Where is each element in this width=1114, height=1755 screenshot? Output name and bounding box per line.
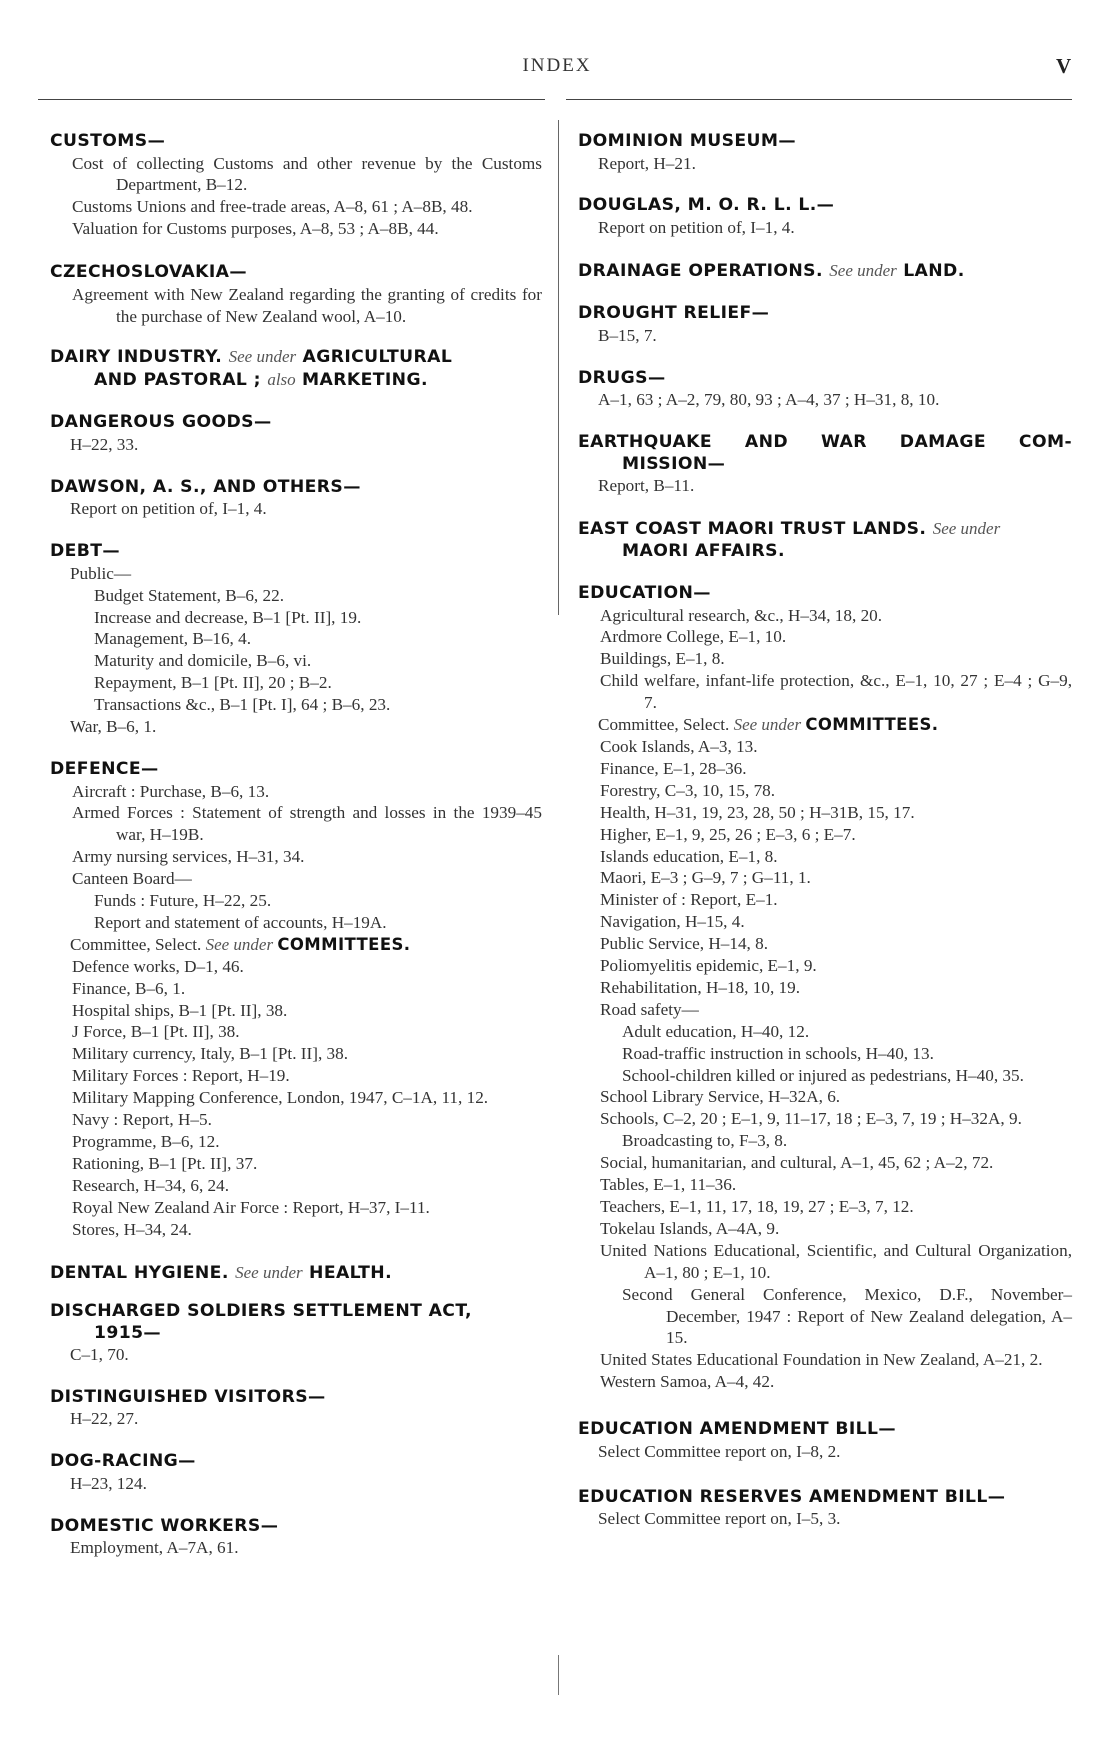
entry-line: Army nursing services, H–31, 34. — [72, 847, 305, 867]
entry-line: Committee, Select. See under COMMITTEES. — [70, 934, 411, 954]
running-title: INDEX — [522, 55, 592, 76]
entry-heading: DEBT— — [50, 541, 121, 562]
entry-line: Report on petition of, I–1, 4. — [70, 499, 267, 519]
entry-line: Finance, E–1, 28–36. — [600, 758, 747, 778]
index-entry-dental-hygiene — [50, 1262, 542, 1285]
entry-heading: DISTINGUISHED VISITORS— — [50, 1386, 326, 1407]
index-entry-education — [578, 583, 1072, 1393]
entry-line: Higher, E–1, 9, 25, 26 ; E–3, 6 ; E–7. — [600, 824, 856, 844]
entry-line: Hospital ships, B–1 [Pt. II], 38. — [72, 1000, 288, 1020]
entry-line: Increase and decrease, B–1 [Pt. II], 19. — [94, 607, 362, 627]
index-entry-drainage — [578, 260, 1072, 283]
entry-line: Cost of collecting Customs and other revenue by the Customs Department, B–12. — [72, 153, 542, 195]
index-entry-dominion-museum — [578, 131, 1072, 174]
entry-heading: EDUCATION— — [578, 583, 711, 604]
entry-line: Minister of : Report, E–1. — [600, 890, 778, 910]
index-entry-education-amendment — [578, 1419, 1072, 1462]
entry-line: Public— — [70, 563, 132, 583]
entry-line: War, B–6, 1. — [70, 717, 157, 737]
entry-line: Report, B–11. — [598, 476, 695, 496]
entry-line: Select Committee report on, I–8, 2. — [598, 1441, 841, 1461]
entry-line: Canteen Board— — [72, 869, 192, 889]
entry-heading: DRUGS— — [578, 367, 666, 388]
entry-heading: EAST COAST MAORI TRUST LANDS. See under MAORI AFFAIRS. — [578, 519, 1001, 561]
entry-line: School Library Service, H–32A, 6. — [600, 1087, 841, 1107]
entry-line: Forestry, C–3, 10, 15, 78. — [600, 780, 776, 800]
index-entry-education-reserves — [578, 1487, 1072, 1530]
index-entry-discharged-soldiers — [50, 1301, 542, 1366]
index-entry-debt — [50, 541, 542, 738]
index-entry-czechoslovakia — [50, 262, 542, 327]
entry-heading: CZECHOSLOVAKIA— — [50, 262, 247, 283]
entry-line: United Nations Educational, Scientific, and Cultural Organization, A–1, 80 ; E–1, 10. — [600, 1240, 1072, 1282]
entry-line: Defence works, D–1, 46. — [72, 956, 244, 976]
entry-line: Military Mapping Conference, London, 1947, C–1A, 11, 12. — [72, 1088, 489, 1108]
index-entry-drought-relief — [578, 303, 1072, 346]
entry-line: Social, humanitarian, and cultural, A–1, 45, 62 ; A–2, 72. — [600, 1153, 994, 1173]
entry-line: Report and statement of accounts, H–19A. — [94, 912, 387, 932]
entry-line: Schools, C–2, 20 ; E–1, 9, 11–17, 18 ; E–3, 7, 19 ; H–32A, 9. — [600, 1109, 1022, 1129]
entry-heading: DISCHARGED SOLDIERS SETTLEMENT ACT, 1915— — [50, 1301, 472, 1343]
index-entry-customs — [50, 131, 542, 240]
entry-heading: DOMINION MUSEUM— — [578, 131, 796, 151]
index-entry-dawson — [50, 477, 542, 520]
entry-line: H–22, 27. — [70, 1409, 139, 1429]
entry-line: Broadcasting to, F–3, 8. — [622, 1131, 788, 1151]
entry-line: Child welfare, infant-life protection, &c., E–1, 10, 27 ; E–4 ; G–9, 7. — [600, 671, 1072, 713]
entry-line: United States Educational Foundation in New Zealand, A–21, 2. — [600, 1350, 1043, 1370]
column-divider-bottom — [558, 1655, 559, 1695]
entry-line: Rehabilitation, H–18, 10, 19. — [600, 977, 801, 997]
entry-line: Valuation for Customs purposes, A–8, 53 ; A–8B, 44. — [72, 219, 439, 239]
entry-line: Ardmore College, E–1, 10. — [600, 627, 787, 647]
see-under-ref: See under — [235, 1262, 303, 1282]
header-rule-left — [38, 99, 545, 100]
entry-line: Armed Forces : Statement of strength and losses in the 1939–45 war, H–19B. — [72, 803, 542, 845]
left-column — [50, 131, 542, 1559]
entry-line: Maori, E–3 ; G–9, 7 ; G–11, 1. — [600, 868, 811, 888]
entry-line: H–23, 124. — [70, 1473, 147, 1493]
entry-heading: DROUGHT RELIEF— — [578, 303, 770, 324]
entry-line: Management, B–16, 4. — [94, 629, 252, 649]
entry-line: Road safety— — [600, 999, 699, 1019]
entry-line: Rationing, B–1 [Pt. II], 37. — [72, 1153, 258, 1173]
entry-heading: DAWSON, A. S., AND OTHERS— — [50, 476, 361, 497]
entry-line: Research, H–34, 6, 24. — [72, 1175, 230, 1195]
entry-line: Committee, Select. See under COMMITTEES. — [598, 715, 939, 735]
entry-line: Funds : Future, H–22, 25. — [94, 891, 272, 911]
entry-line: Aircraft : Purchase, B–6, 13. — [72, 781, 270, 801]
entry-line: B–15, 7. — [598, 325, 657, 345]
entry-heading: DANGEROUS GOODS— — [50, 412, 272, 433]
entry-line: Finance, B–6, 1. — [72, 978, 186, 998]
entry-heading: DOUGLAS, M. O. R. L. L.— — [578, 195, 835, 216]
right-column — [578, 131, 1072, 1530]
entry-line: Customs Unions and free-trade areas, A–8, 61 ; A–8B, 48. — [72, 197, 473, 217]
see-under-ref: See under — [228, 347, 297, 367]
entry-line: Agreement with New Zealand regarding the granting of credits for the purchase of New Zealand wool, A–10. — [72, 284, 542, 326]
entry-line: Navigation, H–15, 4. — [600, 912, 745, 932]
entry-line: Islands education, E–1, 8. — [600, 846, 778, 866]
entry-heading: DEFENCE— — [50, 759, 159, 779]
entry-line: Road-traffic instruction in schools, H–40, 13. — [622, 1043, 934, 1063]
entry-line: Report, H–21. — [598, 153, 696, 173]
entry-line: Military Forces : Report, H–19. — [72, 1066, 290, 1086]
entry-line: Report on petition of, I–1, 4. — [598, 217, 795, 237]
entry-heading: CUSTOMS— — [50, 131, 166, 151]
entry-line: Buildings, E–1, 8. — [600, 649, 725, 669]
entry-line: Transactions &c., B–1 [Pt. I], 64 ; B–6, 23. — [94, 695, 391, 715]
entry-line: Tokelau Islands, A–4A, 9. — [600, 1218, 780, 1238]
header-rule-right — [566, 99, 1072, 100]
index-entry-defence — [50, 759, 542, 1241]
entry-line: Repayment, B–1 [Pt. II], 20 ; B–2. — [94, 673, 332, 693]
entry-heading: DOG-RACING— — [50, 1451, 196, 1472]
see-under-ref: See under — [932, 519, 1001, 539]
entry-line: Western Samoa, A–4, 42. — [600, 1372, 775, 1392]
entry-heading: DENTAL HYGIENE. See under HEALTH. — [50, 1262, 393, 1283]
entry-line: Select Committee report on, I–5, 3. — [598, 1509, 841, 1529]
entry-line: Employment, A–7A, 61. — [70, 1538, 239, 1558]
entry-line: School-children killed or injured as pedestrians, H–40, 35. — [622, 1065, 1024, 1085]
entry-line: Budget Statement, B–6, 22. — [94, 585, 285, 605]
entry-line: Second General Conference, Mexico, D.F., November–December, 1947 : Report of New Zealand delegation, A–15. — [622, 1284, 1072, 1348]
entry-line: Public Service, H–14, 8. — [600, 934, 769, 954]
index-entry-dairy-industry — [50, 346, 542, 391]
entry-heading: DOMESTIC WORKERS— — [50, 1515, 279, 1536]
index-entry-east-coast — [578, 518, 1072, 562]
entry-line: A–1, 63 ; A–2, 79, 80, 93 ; A–4, 37 ; H–31, 8, 10. — [598, 390, 940, 410]
entry-line: Adult education, H–40, 12. — [622, 1021, 810, 1041]
entry-line: Health, H–31, 19, 23, 28, 50 ; H–31B, 15, 17. — [600, 802, 915, 822]
index-entry-distinguished-visitors — [50, 1387, 542, 1430]
entry-line: Teachers, E–1, 11, 17, 18, 19, 27 ; E–3, 7, 12. — [600, 1197, 914, 1216]
entry-line: J Force, B–1 [Pt. II], 38. — [72, 1022, 240, 1042]
entry-line: Poliomyelitis epidemic, E–1, 9. — [600, 956, 817, 976]
entry-line: Tables, E–1, 11–36. — [600, 1175, 737, 1195]
index-entry-drugs — [578, 368, 1072, 411]
entry-line: Cook Islands, A–3, 13. — [600, 736, 758, 756]
index-entry-douglas — [578, 195, 1072, 238]
index-entry-domestic-workers — [50, 1516, 542, 1559]
entry-line: Royal New Zealand Air Force : Report, H–37, I–11. — [72, 1197, 430, 1217]
entry-heading: EDUCATION RESERVES AMENDMENT BILL— — [578, 1486, 1006, 1507]
entry-heading: DAIRY INDUSTRY. See under AGRICULTURAL AND PASTORAL ; also MARKETING. — [50, 347, 453, 390]
entry-line: Stores, H–34, 24. — [72, 1219, 192, 1239]
entry-heading: EARTHQUAKE AND WAR DAMAGE COM- — [578, 432, 1072, 453]
entry-line: Programme, B–6, 12. — [72, 1132, 220, 1151]
entry-heading: EDUCATION AMENDMENT BILL— — [578, 1419, 896, 1440]
index-entry-dog-racing — [50, 1451, 542, 1494]
index-entry-dangerous-goods — [50, 412, 542, 455]
entry-line: Military currency, Italy, B–1 [Pt. II], 38. — [72, 1044, 349, 1064]
column-divider — [558, 120, 559, 615]
entry-line: Navy : Report, H–5. — [72, 1110, 212, 1130]
entry-heading: DRAINAGE OPERATIONS. See under LAND. — [578, 260, 965, 281]
see-under-ref: See under — [829, 260, 897, 280]
entry-line: Maturity and domicile, B–6, vi. — [94, 651, 312, 671]
entry-line: Agricultural research, &c., H–34, 18, 20. — [600, 605, 883, 625]
entry-line: C–1, 70. — [70, 1345, 129, 1365]
entry-line: H–22, 33. — [70, 434, 139, 454]
index-entry-earthquake: EARTHQUAKE AND WAR DAMAGE COM- MISSION— Report, B–11. — [578, 432, 1072, 496]
page-number: V — [1056, 54, 1072, 78]
